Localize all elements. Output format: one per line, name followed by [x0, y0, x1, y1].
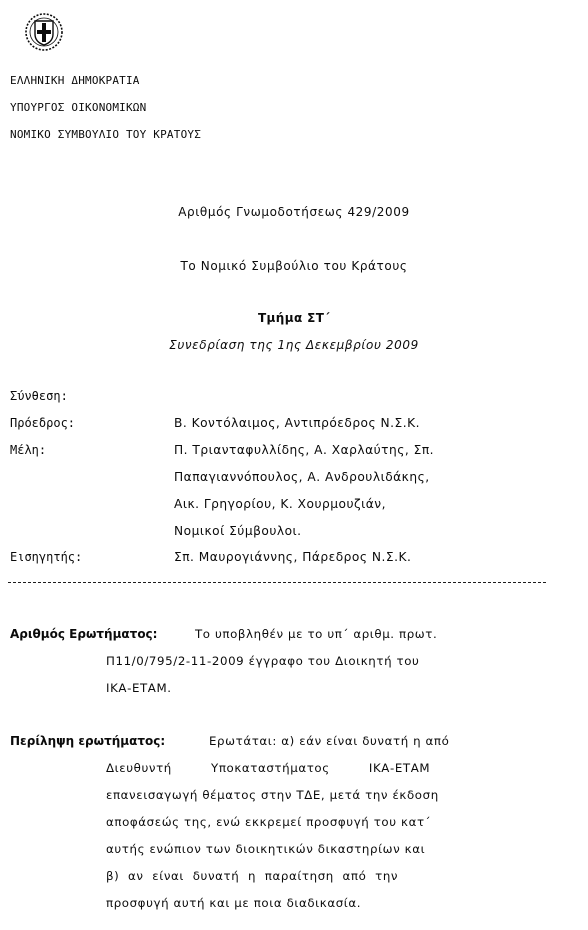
- president-label: Πρόεδρος:: [10, 416, 76, 430]
- members-label: Μέλη:: [10, 443, 47, 457]
- rapporteur-name: Σπ. Μαυρογιάννης, Πάρεδρος Ν.Σ.Κ.: [174, 550, 412, 564]
- members-line: Π. Τριανταφυλλίδης, Α. Χαρλαύτης, Σπ.: [174, 443, 435, 457]
- president-name: Β. Κοντόλαιμος, Αντιπρόεδρος Ν.Σ.Κ.: [174, 416, 420, 430]
- question-summary-line: επανεισαγωγή θέματος στην ΤΔΕ, μετά την έκδοση: [106, 788, 439, 802]
- opinion-number-title: Αριθμός Γνωμοδοτήσεως 429/2009: [178, 205, 410, 219]
- members-line: Αικ. Γρηγορίου, Κ. Χουρμουζιάν,: [174, 497, 386, 511]
- question-number-line: Το υποβληθέν με το υπ΄ αριθμ. πρωτ.: [195, 627, 438, 641]
- header-council: ΝΟΜΙΚΟ ΣΥΜΒΟΥΛΙΟ ΤΟΥ ΚΡΑΤΟΥΣ: [10, 128, 202, 141]
- rapporteur-label: Εισηγητής:: [10, 550, 83, 564]
- question-summary-line: β) αν είναι δυνατή η παραίτηση από την: [106, 869, 399, 883]
- header-ministry: ΥΠΟΥΡΓΟΣ ΟΙΚΟΝΟΜΙΚΩΝ: [10, 101, 147, 114]
- question-summary-line: προσφυγή αυτή και με ποια διαδικασία.: [106, 896, 362, 910]
- question-summary-label: Περίληψη ερωτήματος:: [10, 734, 166, 748]
- greek-state-emblem-icon: [24, 12, 64, 52]
- question-summary-line: αποφάσεώς της, ενώ εκκρεμεί προσφυγή του κατ΄: [106, 815, 432, 829]
- question-summary-line: Διευθυντή Υποκαταστήματος ΙΚΑ-ΕΤΑΜ: [106, 761, 431, 775]
- question-summary-line: Ερωτάται: α) εάν είναι δυνατή η από: [209, 734, 450, 748]
- council-title: Το Νομικό Συμβούλιο του Κράτους: [180, 259, 408, 273]
- header-country: ΕΛΛΗΝΙΚΗ ΔΗΜΟΚΡΑΤΙΑ: [10, 74, 140, 87]
- session-title: Συνεδρίαση της 1ης Δεκεμβρίου 2009: [169, 338, 419, 352]
- question-number-line: Π11/0/795/2-11-2009 έγγραφο του Διοικητή του: [106, 654, 420, 668]
- section-title: Τμήμα ΣΤ΄: [257, 311, 331, 325]
- question-number-label: Αριθμός Ερωτήματος:: [10, 627, 158, 641]
- question-summary-line: αυτής ενώπιον των διοικητικών δικαστηρίων και: [106, 842, 426, 856]
- composition-heading: Σύνθεση:: [10, 389, 68, 403]
- question-number-line: ΙΚΑ-ΕΤΑΜ.: [106, 681, 172, 695]
- members-line: Νομικοί Σύμβουλοι.: [174, 524, 302, 538]
- members-line: Παπαγιαννόπουλος, Α. Ανδρουλιδάκης,: [174, 470, 430, 484]
- dashed-separator: [8, 582, 546, 583]
